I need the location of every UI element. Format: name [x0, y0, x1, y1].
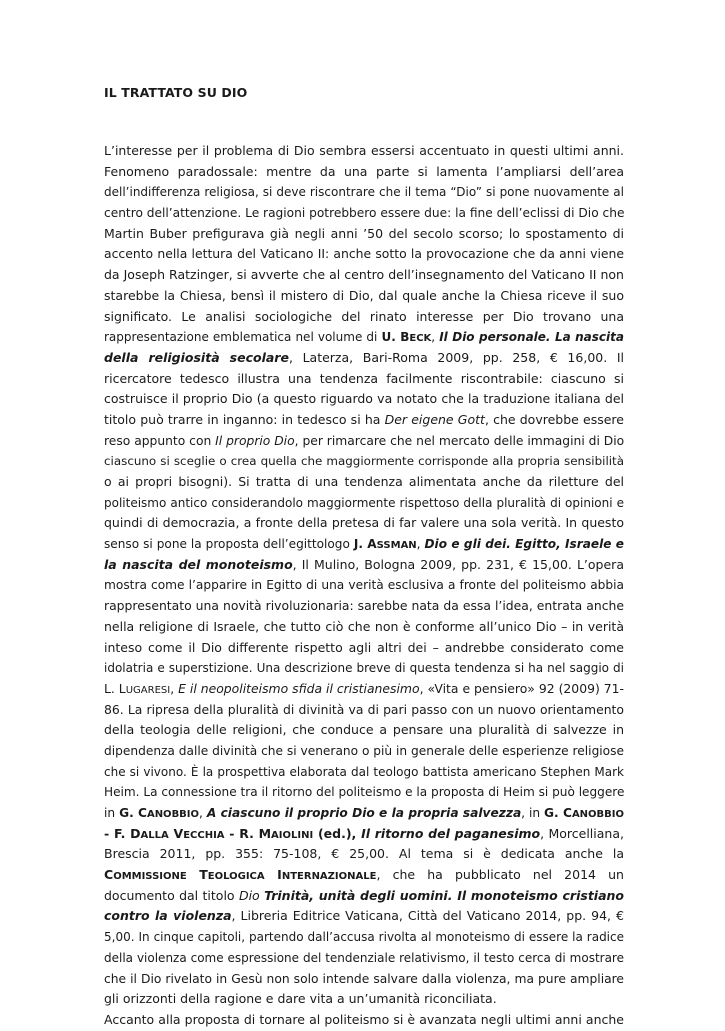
text-run: Fenomeno paradossale: mentre da una parte si lamenta l’ampliarsi dell’area [104, 163, 624, 179]
text-run: L’interesse per il problema di Dio sembra essersi accentuato in questi ultimi anni. [104, 143, 624, 158]
text-run: ANOBBIO [146, 809, 200, 820]
text-line [104, 244, 624, 265]
text-run: EOLOGICA [207, 871, 265, 883]
text-line [104, 555, 624, 576]
text-run: Dio [238, 887, 265, 903]
text-run: in [104, 806, 120, 820]
text-run: nella religione di Israele, che tutto ciò che non è conforme all’unico Dio – in verità [104, 618, 624, 634]
text-run: AIOLINI [271, 829, 314, 841]
text-line [104, 679, 624, 700]
text-line [104, 989, 624, 1010]
text-run: , che ha pubblicato nel 2014 un [376, 867, 624, 883]
text-run: , Il Mulino, Bologna 2009, pp. 231, € 15,00. L’opera [292, 556, 624, 572]
text-run: ECK [409, 333, 432, 345]
text-run: , per rimarcare che nel mercato delle immagini di Dio [294, 433, 625, 448]
text-run: I [264, 867, 282, 883]
text-line [104, 803, 624, 824]
text-run: politeismo antico considerandolo maggiormente rispettoso della pluralità di opinioni e [104, 495, 624, 510]
text-line [104, 865, 624, 886]
text-run: A ciascuno il proprio Dio e la propria salvezza [206, 806, 522, 820]
text-run: - R. M [224, 825, 272, 841]
text-run: titolo può trarre in inganno: in tedesco si ha [104, 411, 385, 427]
text-line [104, 265, 624, 286]
text-run: SSMAN [376, 540, 417, 552]
text-run: ricercatore tedesco illustra una tendenza facilmente riscontrabile: ciascuno si [104, 370, 624, 386]
text-run: UGARESI [125, 684, 171, 696]
text-run: significato. Le analisi sociologiche del rinato interesse per Dio trovano una [104, 308, 624, 324]
text-line [104, 182, 624, 203]
text-run: Der eigene Gott [384, 411, 485, 427]
text-line [104, 700, 624, 721]
text-line [104, 141, 624, 162]
text-line [104, 575, 624, 596]
text-line [104, 513, 624, 534]
text-line [104, 327, 624, 348]
text-run: OMMISSIONE [113, 871, 187, 883]
text-run: T [186, 867, 208, 883]
text-line [104, 493, 624, 514]
text-line [104, 617, 624, 638]
text-line [104, 286, 624, 307]
text-run: , [431, 330, 440, 345]
document-title: IL TRATTATO SU DIO [104, 85, 248, 100]
text-run: , Morcelliana, [540, 825, 624, 841]
text-run: contro la violenza [104, 908, 232, 924]
text-run: , Laterza, Bari-Roma 2009, pp. 258, € 16,00. Il [288, 349, 625, 365]
text-run: senso si pone la proposta dell’egittologo [104, 537, 354, 552]
text-line [104, 534, 624, 555]
text-run: che il Dio rivelato in Gesù non solo intende salvare dalla violenza, ma pure ampliare [104, 971, 624, 986]
text-run: quindi di democrazia, a fronte della pretesa di far valere una sola verità. In questo [104, 515, 624, 531]
text-run: (ed.), [313, 825, 362, 841]
text-run: o ai propri bisogni). Si tratta di una tendenza alimentata anche da riletture del [104, 474, 624, 489]
text-line [104, 224, 624, 245]
text-line [104, 472, 624, 493]
text-run: della teologia delle religioni, che conduce a pensare una pluralità di salvezze in [104, 722, 624, 738]
text-line [104, 948, 624, 969]
text-run: Brescia 2011, pp. 355: 75-108, € 25,00. Al tema si è dedicata anche la [104, 846, 624, 862]
text-line [104, 844, 624, 865]
text-line [104, 720, 624, 741]
text-line [104, 451, 624, 472]
text-line [104, 741, 624, 762]
text-run: ciascuno si sceglie o crea quella che maggiormente corrisponde alla propria sensibilità [104, 454, 624, 469]
text-run: NTERNAZIONALE [281, 871, 377, 883]
text-run: inteso come il Dio differente rispetto agli altri dei – andrebbe considerato come [104, 639, 624, 655]
text-run: starebbe la Chiesa, bensì il mistero di Dio, dal quale anche la Chiesa riceve il suo [104, 287, 624, 303]
text-run: J. A [353, 537, 377, 552]
text-run: Trinità, unità degli uomini. Il monoteismo cristiano [264, 887, 624, 903]
text-run: , [199, 806, 207, 820]
text-line [104, 824, 624, 845]
text-run: da Joseph Ratzinger, si avverte che al centro dell’insegnamento del Vaticano II non [104, 267, 624, 283]
text-run: V [168, 825, 184, 841]
document-body [104, 141, 624, 1031]
text-run: , [170, 680, 179, 696]
text-line [104, 389, 624, 410]
text-run: , «Vita e pensiero» 92 (2009) 71- [419, 680, 624, 696]
text-run: , in [521, 806, 545, 820]
text-run: idolatria e superstizione. Una descrizione breve di questa tendenza si ha nel saggio di [104, 661, 624, 676]
text-run: centro dell’attenzione. Le ragioni potrebbero essere due: la fine dell’eclissi di Dio che [104, 206, 625, 221]
text-run: accento nella lettura del Vaticano II: anche sotto la provocazione che da anni viene [104, 246, 624, 262]
text-line [104, 369, 624, 390]
text-run: Dio e gli dei. Egitto, Israele e [424, 537, 624, 552]
text-run: 5,00. In cinque capitoli, partendo dall’accusa rivolta al monoteismo di essere la radice [104, 930, 624, 945]
text-run: G. C [119, 806, 147, 820]
text-run: ALLA [140, 829, 169, 841]
text-run: la nascita del monoteismo [104, 556, 293, 572]
text-line [104, 596, 624, 617]
text-run: dell’indifferenza religiosa, si deve riscontrare che il tema “Dio” si pone nuovamente al [104, 185, 624, 200]
text-line [104, 906, 624, 927]
text-run: ANOBBIO [571, 809, 625, 820]
text-line [104, 762, 624, 783]
text-run: Heim. La connessione tra il ritorno del politeismo e la proposta di Heim si può leggere [104, 785, 625, 800]
text-run: Accanto alla proposta di tornare al politeismo si è avanzata negli ultimi anni anche [104, 1011, 624, 1027]
text-run: G. C [544, 806, 572, 820]
text-run: , che dovrebbe essere [484, 411, 624, 427]
text-run: gli orizzonti della ragione e dare vita a un’umanità riconciliata. [104, 991, 497, 1007]
text-run: dipendenza dalle divinità che si venerano o più in generale delle esperienze religiose [104, 743, 624, 758]
text-run: C [104, 867, 114, 883]
text-run: , Libreria Editrice Vaticana, Città del Vaticano 2014, pp. 94, € [231, 908, 624, 924]
text-run: 86. La ripresa della pluralità di divinità va di pari passo con un nuovo orientamento [104, 701, 624, 717]
text-run: reso appunto con [104, 433, 216, 448]
text-run: E il neopoliteismo sfida il cristianesimo [178, 680, 420, 696]
text-line [104, 348, 624, 369]
text-line [104, 638, 624, 659]
text-run: Martin Buber prefigurava già negli anni ’50 del secolo scorso; lo spostamento di [104, 225, 624, 241]
text-run: , [416, 537, 425, 552]
text-line [104, 162, 624, 183]
text-line [104, 927, 624, 948]
text-line [104, 782, 624, 803]
text-run: Il proprio Dio [215, 433, 295, 448]
text-line [104, 1010, 624, 1031]
text-run: - F. D [104, 825, 141, 841]
text-run: che si vivono. È la prospettiva elaborata dal teologo battista americano Stephen Mark [104, 764, 624, 779]
text-run: ECCHIA [183, 829, 225, 841]
text-run: Il Dio personale. La nascita [439, 330, 624, 345]
text-run: della violenza come espressione del tendenziale relativismo, il testo cerca di mostrare [104, 950, 624, 965]
text-run: rappresentato una novità rivoluzionaria: sarebbe nata da essa l’idea, entrata anche [104, 598, 624, 614]
text-run: costruisce il proprio Dio (a questo riguardo va notato che la traduzione italiana del [104, 391, 624, 407]
text-run: Il ritorno del paganesimo [361, 825, 541, 841]
text-line [104, 307, 624, 328]
text-line [104, 658, 624, 679]
text-line [104, 203, 624, 224]
text-line [104, 431, 624, 452]
text-run: L. L [104, 680, 126, 696]
text-run: U. B [381, 330, 410, 345]
text-run: documento dal titolo [104, 887, 239, 903]
text-line [104, 410, 624, 431]
text-run: mostra come l’apparire in Egitto di una verità esclusiva a fronte del politeismo abbia [104, 578, 624, 593]
text-line [104, 969, 624, 990]
text-run: della religiosità secolare [104, 349, 289, 365]
text-run: rappresentazione emblematica nel volume di [104, 330, 382, 345]
text-line [104, 886, 624, 907]
